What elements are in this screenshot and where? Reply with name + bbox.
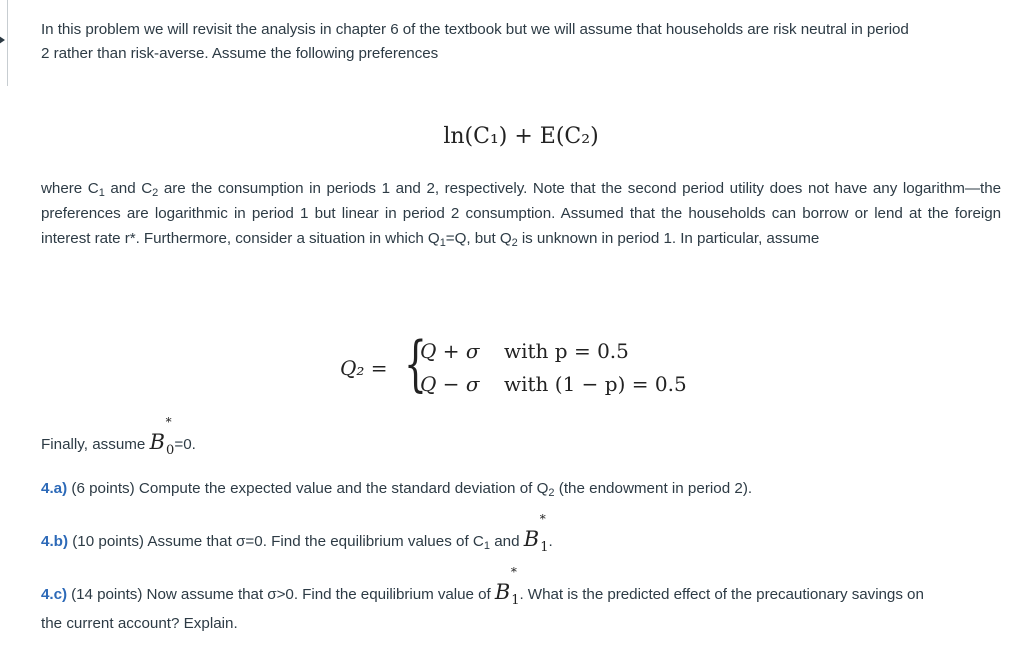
utility-formula: ln(C₁) + E(C₂): [443, 124, 599, 149]
intro-line-2: 2 rather than risk-averse. Assume the following preferences: [41, 45, 439, 62]
question-label: 4.c): [41, 586, 67, 603]
finally-assume: Finally, assume B * $_0$=0.: [41, 415, 196, 458]
left-rail: [0, 0, 8, 86]
case-row-1: Q + σ: [420, 339, 480, 363]
question-label: 4.a): [41, 480, 68, 497]
question-4c-line-2: the current account? Explain.: [41, 615, 238, 632]
q2-cases-formula: [340, 329, 760, 400]
cases-lhs: Q₂ =: [340, 356, 388, 380]
question-4b: 4.b) (10 points) Assume that σ=0. Find the equilibrium values of $C_1$ and B * $_1$.: [41, 512, 553, 555]
case-condition-1: with p = 0.5: [504, 339, 629, 363]
b0-star-symbol: B * $_0$: [149, 415, 175, 458]
question-4c: 4.c) (14 points) Now assume that σ>0. Find the equilibrium value of B * $_1$. What is the predicted effect of the precautionary savings on: [41, 565, 924, 608]
left-brace-icon: {: [404, 329, 427, 399]
question-label: 4.b): [41, 533, 69, 550]
caret-right-icon: [0, 36, 5, 44]
b1-star-symbol: B * $_1$: [523, 512, 549, 555]
paragraph-definitions: where $C_1$ and $C_2$ are the consumption in periods 1 and 2, respectively. Note that the second period utility does not have any logarithm—the preferences are logarithmic in period 1 but linear in period 2 consumption. Assumed that the households can borrow or lend at the foreign interest rate r*. Furthermore, consider a situation in which $Q_1=Q$, but $Q_2$ is unknown in period 1. In particular, assume: [41, 180, 1002, 249]
case-condition-2: with (1 − p) = 0.5: [504, 372, 687, 396]
intro-line-1: In this problem we will revisit the analysis in chapter 6 of the textbook but we will assume that households are risk neutral in period: [41, 21, 909, 38]
question-4a: 4.a) (6 points) Compute the expected value and the standard deviation of $Q_2$ (the endowment in period 2).: [41, 480, 753, 499]
b1-star-symbol: B * $_1$: [494, 565, 520, 608]
case-row-2: Q − σ: [420, 372, 480, 396]
